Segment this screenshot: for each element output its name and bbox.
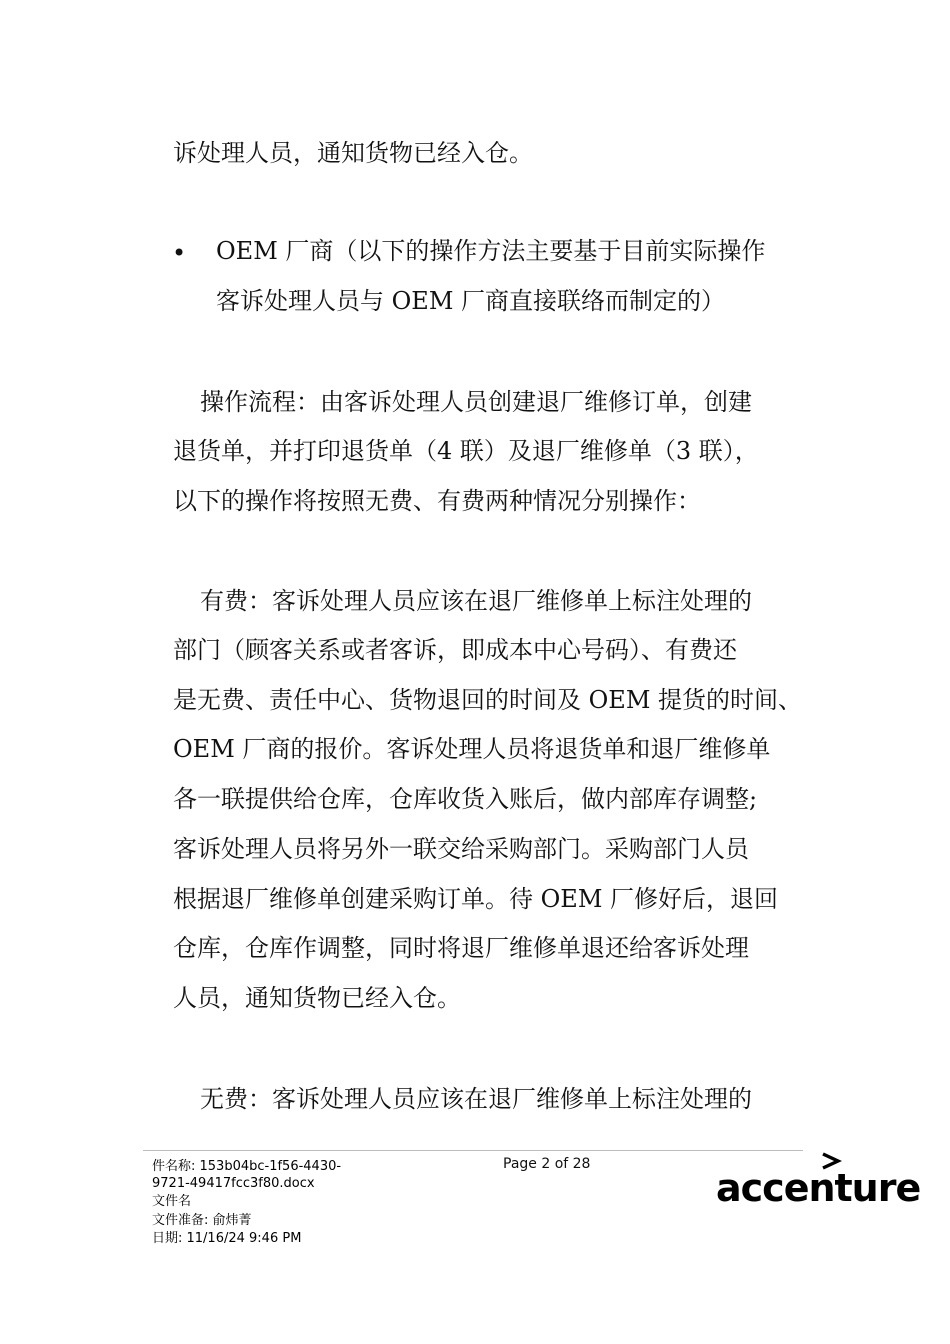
paid-line: 是无费、责任中心、货物退回的时间及 OEM 提货的时间、: [173, 686, 803, 714]
footer-filename: 9721-49417fcc3f80.docx: [152, 1176, 315, 1191]
footer-divider: [143, 1150, 803, 1151]
paid-line: 根据退厂维修单创建采购订单。待 OEM 厂修好后，退回: [173, 885, 779, 913]
paid-line: 各一联提供给仓库，仓库收货入账后，做内部库存调整;: [173, 785, 758, 813]
free-line: 无费：客诉处理人员应该在退厂维修单上标注处理的: [200, 1085, 752, 1113]
paid-line: 仓库，仓库作调整，同时将退厂维修单退还给客诉处理: [173, 934, 749, 962]
bullet-line: 客诉处理人员与 OEM 厂商直接联络而制定的）: [216, 287, 726, 315]
footer-filename: 件名称: 153b04bc-1f56-4430-: [152, 1159, 342, 1174]
paid-line: 有费：客诉处理人员应该在退厂维修单上标注处理的: [200, 587, 752, 615]
footer-date: 日期: 11/16/24 9:46 PM: [152, 1231, 302, 1246]
body-line: 诉处理人员，通知货物已经入仓。: [173, 139, 533, 167]
process-line: 退货单，并打印退货单（4 联）及退厂维修单（3 联），: [173, 437, 759, 465]
footer-prepared-by: 文件准备: 俞炜菁: [152, 1213, 252, 1228]
process-line: 操作流程：由客诉处理人员创建退厂维修订单，创建: [200, 388, 752, 416]
process-line: 以下的操作将按照无费、有费两种情况分别操作：: [173, 487, 701, 515]
accenture-logo: [712, 1150, 921, 1210]
paid-line: OEM 厂商的报价。客诉处理人员将退货单和退厂维修单: [173, 735, 771, 763]
page-number: Page 2 of 28: [503, 1156, 591, 1172]
paid-line: 人员，通知货物已经入仓。: [173, 984, 461, 1012]
logo-wordmark: accenture: [716, 1166, 921, 1210]
bullet-line: OEM 厂商（以下的操作方法主要基于目前实际操作: [216, 237, 766, 265]
bullet-dot: •: [172, 239, 187, 267]
paid-line: 客诉处理人员将另外一联交给采购部门。采购部门人员: [173, 835, 749, 863]
footer-filename-label: 文件名: [152, 1194, 192, 1209]
paid-line: 部门（顾客关系或者客诉，即成本中心号码）、有费还: [173, 636, 737, 664]
